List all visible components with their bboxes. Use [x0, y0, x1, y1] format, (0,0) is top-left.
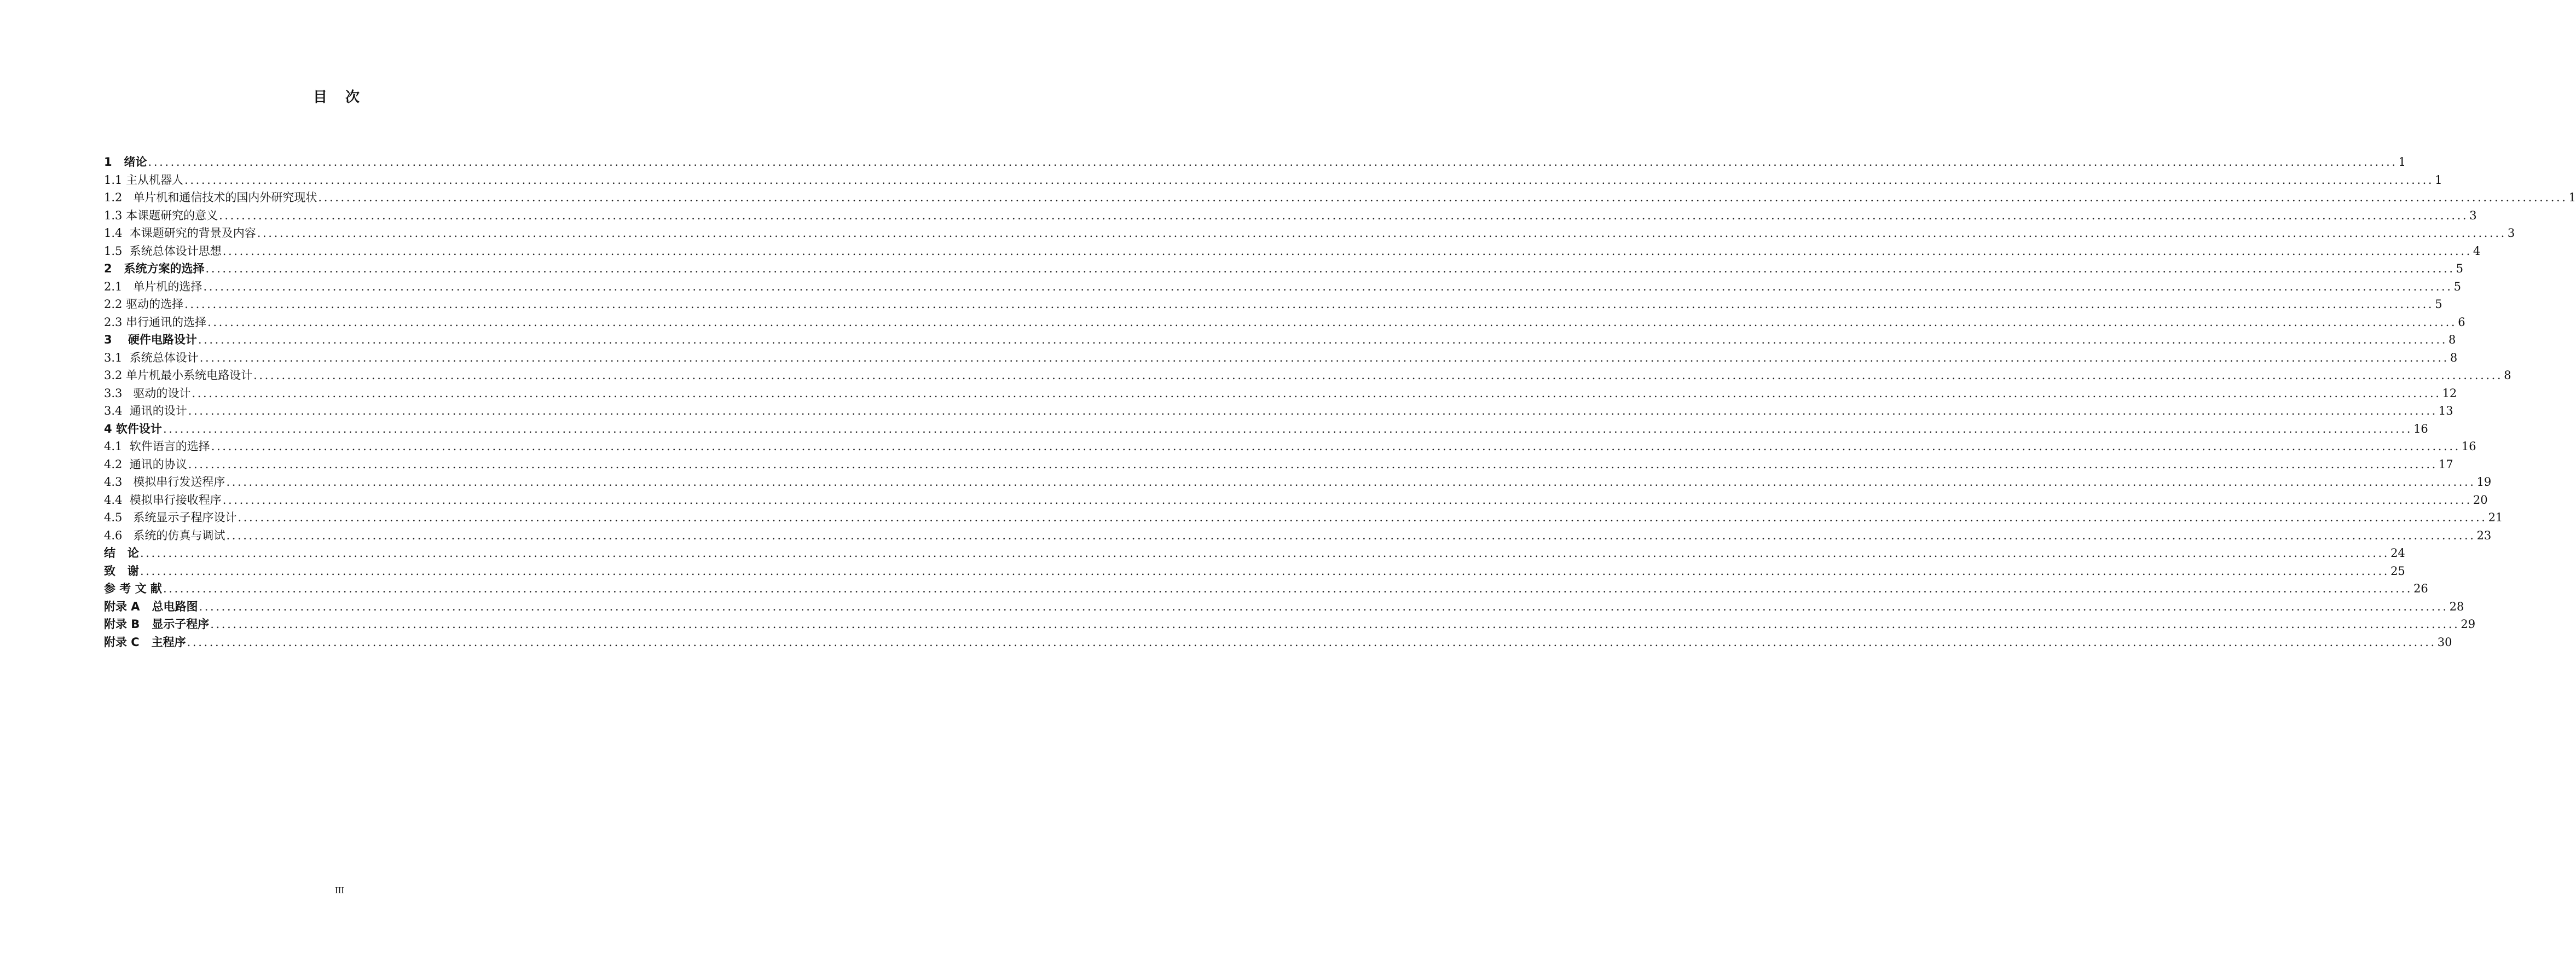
- toc-entry-label: 2 系统方案的选择: [104, 262, 205, 275]
- table-of-contents: [104, 153, 2576, 651]
- toc-entry-page: 3: [2469, 208, 2477, 222]
- toc-entry-page: 1: [2398, 155, 2406, 168]
- toc-dot-leader: ................................................................................................................................................................................................................................................................................................................................................................................................................: [163, 582, 2413, 595]
- toc-dot-leader: ................................................................................................................................................................................................................................................................................................................................................................................................................: [238, 511, 2487, 524]
- toc-entry: [104, 349, 2458, 367]
- toc-entry: [104, 189, 2576, 207]
- toc-entry-label: 1 绪论: [104, 155, 147, 168]
- toc-entry-page: 21: [2488, 511, 2503, 524]
- toc-entry-page: 26: [2413, 582, 2428, 595]
- toc-entry: [104, 224, 2515, 242]
- toc-entry-page: 16: [2413, 422, 2428, 435]
- toc-entry: [104, 278, 2461, 296]
- page-title: 目 次: [312, 89, 367, 106]
- toc-entry: [104, 171, 2442, 189]
- toc-entry-page: 5: [2456, 262, 2464, 275]
- toc-entry-page: 17: [2438, 457, 2453, 471]
- toc-entry: [104, 598, 2464, 616]
- toc-entry-label: 4.4 模拟串行接收程序: [104, 493, 222, 507]
- toc-entry-page: 6: [2458, 315, 2465, 329]
- toc-entry-label: 4.3 模拟串行发送程序: [104, 475, 225, 488]
- toc-dot-leader: ................................................................................................................................................................................................................................................................................................................................................................................................................: [184, 173, 2434, 187]
- toc-entry: [104, 385, 2457, 403]
- toc-dot-leader: ................................................................................................................................................................................................................................................................................................................................................................................................................: [222, 493, 2472, 507]
- toc-entry-label: 3.3 驱动的设计: [104, 386, 191, 400]
- toc-entry-label: 1.4 本课题研究的背景及内容: [104, 226, 256, 240]
- toc-entry-label: 1.2 单片机和通信技术的国内外研究现状: [104, 191, 317, 204]
- toc-entry-label: 附录 B 显示子程序: [104, 618, 210, 631]
- toc-entry-page: 30: [2437, 635, 2452, 649]
- toc-dot-leader: ................................................................................................................................................................................................................................................................................................................................................................................................................: [253, 369, 2503, 382]
- toc-entry-page: 24: [2390, 546, 2405, 560]
- toc-entry-page: 1: [2568, 191, 2576, 204]
- toc-entry-page: 5: [2435, 298, 2442, 311]
- toc-entry: [104, 456, 2453, 474]
- toc-entry: [104, 527, 2492, 545]
- toc-entry-label: 参 考 文 献: [104, 582, 162, 595]
- toc-dot-leader: ................................................................................................................................................................................................................................................................................................................................................................................................................: [203, 280, 2453, 293]
- toc-entry-label: 3.1 系统总体设计: [104, 351, 199, 364]
- toc-entry-label: 1.1 主从机器人: [104, 173, 184, 187]
- toc-entry: [104, 260, 2464, 278]
- toc-entry-page: 12: [2442, 386, 2457, 400]
- toc-dot-leader: ................................................................................................................................................................................................................................................................................................................................................................................................................: [207, 315, 2457, 329]
- toc-dot-leader: ................................................................................................................................................................................................................................................................................................................................................................................................................: [199, 351, 2449, 364]
- toc-entry: [104, 366, 2511, 385]
- toc-entry: [104, 153, 2406, 171]
- toc-entry-label: 4.6 系统的仿真与调试: [104, 528, 225, 542]
- toc-dot-leader: ................................................................................................................................................................................................................................................................................................................................................................................................................: [222, 244, 2472, 258]
- toc-entry-page: 19: [2476, 475, 2492, 488]
- toc-dot-leader: ................................................................................................................................................................................................................................................................................................................................................................................................................: [205, 262, 2455, 275]
- toc-entry-label: 致 谢: [104, 564, 139, 578]
- toc-entry: [104, 242, 2481, 260]
- toc-dot-leader: ................................................................................................................................................................................................................................................................................................................................................................................................................: [226, 528, 2476, 542]
- toc-entry: [104, 438, 2476, 456]
- toc-entry: [104, 491, 2488, 509]
- toc-entry-page: 4: [2473, 244, 2481, 258]
- toc-entry: [104, 402, 2453, 420]
- toc-entry-label: 1.5 系统总体设计思想: [104, 244, 222, 258]
- toc-entry: [104, 509, 2503, 527]
- toc-entry: [104, 580, 2428, 598]
- toc-entry-label: 附录 C 主程序: [104, 635, 186, 649]
- toc-dot-leader: ................................................................................................................................................................................................................................................................................................................................................................................................................: [140, 564, 2390, 578]
- toc-entry: [104, 331, 2456, 349]
- toc-entry-page: 8: [2450, 351, 2458, 364]
- toc-entry-label: 2.2 驱动的选择: [104, 298, 184, 311]
- toc-entry: [104, 207, 2477, 225]
- toc-dot-leader: ................................................................................................................................................................................................................................................................................................................................................................................................................: [198, 333, 2447, 346]
- toc-dot-leader: ................................................................................................................................................................................................................................................................................................................................................................................................................: [184, 298, 2434, 311]
- toc-dot-leader: ................................................................................................................................................................................................................................................................................................................................................................................................................: [226, 475, 2476, 488]
- toc-dot-leader: ................................................................................................................................................................................................................................................................................................................................................................................................................: [188, 457, 2438, 471]
- toc-entry-label: 4 软件设计: [104, 422, 162, 435]
- toc-entry-label: 结 论: [104, 546, 139, 560]
- toc-dot-leader: ................................................................................................................................................................................................................................................................................................................................................................................................................: [210, 618, 2460, 631]
- toc-entry-label: 3.4 通讯的设计: [104, 404, 187, 417]
- toc-dot-leader: ................................................................................................................................................................................................................................................................................................................................................................................................................: [148, 155, 2398, 168]
- toc-entry-page: 29: [2461, 618, 2476, 631]
- toc-entry: [104, 615, 2476, 633]
- toc-dot-leader: ................................................................................................................................................................................................................................................................................................................................................................................................................: [257, 226, 2506, 240]
- toc-entry: [104, 295, 2442, 313]
- toc-dot-leader: ................................................................................................................................................................................................................................................................................................................................................................................................................: [188, 404, 2438, 417]
- toc-entry-label: 附录 A 总电路图: [104, 600, 198, 613]
- toc-entry-page: 23: [2476, 528, 2492, 542]
- toc-entry-page: 8: [2504, 369, 2511, 382]
- toc-dot-leader: ................................................................................................................................................................................................................................................................................................................................................................................................................: [211, 440, 2461, 453]
- toc-dot-leader: ................................................................................................................................................................................................................................................................................................................................................................................................................: [140, 546, 2390, 560]
- toc-entry-label: 3 硬件电路设计: [104, 333, 197, 346]
- toc-entry: [104, 562, 2405, 580]
- toc-dot-leader: ................................................................................................................................................................................................................................................................................................................................................................................................................: [192, 386, 2441, 400]
- toc-entry-label: 3.2 单片机最小系统电路设计: [104, 369, 253, 382]
- toc-entry-page: 25: [2390, 564, 2405, 578]
- toc-dot-leader: ................................................................................................................................................................................................................................................................................................................................................................................................................: [199, 600, 2448, 613]
- toc-entry-page: 3: [2507, 226, 2515, 240]
- toc-entry-page: 8: [2448, 333, 2456, 346]
- toc-dot-leader: ................................................................................................................................................................................................................................................................................................................................................................................................................: [187, 635, 2436, 649]
- toc-entry-page: 16: [2461, 440, 2476, 453]
- toc-dot-leader: ................................................................................................................................................................................................................................................................................................................................................................................................................: [219, 208, 2469, 222]
- toc-entry-label: 4.5 系统显示子程序设计: [104, 511, 237, 524]
- toc-entry-page: 13: [2438, 404, 2453, 417]
- toc-entry: [104, 633, 2452, 651]
- toc-entry-label: 1.3 本课题研究的意义: [104, 208, 218, 222]
- toc-entry-page: 20: [2473, 493, 2488, 507]
- toc-entry-page: 5: [2453, 280, 2461, 293]
- toc-entry-page: 28: [2449, 600, 2464, 613]
- toc-entry-label: 2.1 单片机的选择: [104, 280, 202, 293]
- toc-entry: [104, 544, 2405, 562]
- toc-entry: [104, 473, 2492, 491]
- toc-entry-label: 4.1 软件语言的选择: [104, 440, 210, 453]
- page-number: III: [335, 885, 344, 895]
- toc-entry-label: 2.3 串行通讯的选择: [104, 315, 207, 329]
- toc-entry: [104, 420, 2428, 438]
- toc-entry-label: 4.2 通讯的协议: [104, 457, 187, 471]
- toc-entry-page: 1: [2435, 173, 2442, 187]
- toc-dot-leader: ................................................................................................................................................................................................................................................................................................................................................................................................................: [318, 191, 2568, 204]
- toc-entry: [104, 313, 2465, 331]
- toc-dot-leader: ................................................................................................................................................................................................................................................................................................................................................................................................................: [163, 422, 2413, 435]
